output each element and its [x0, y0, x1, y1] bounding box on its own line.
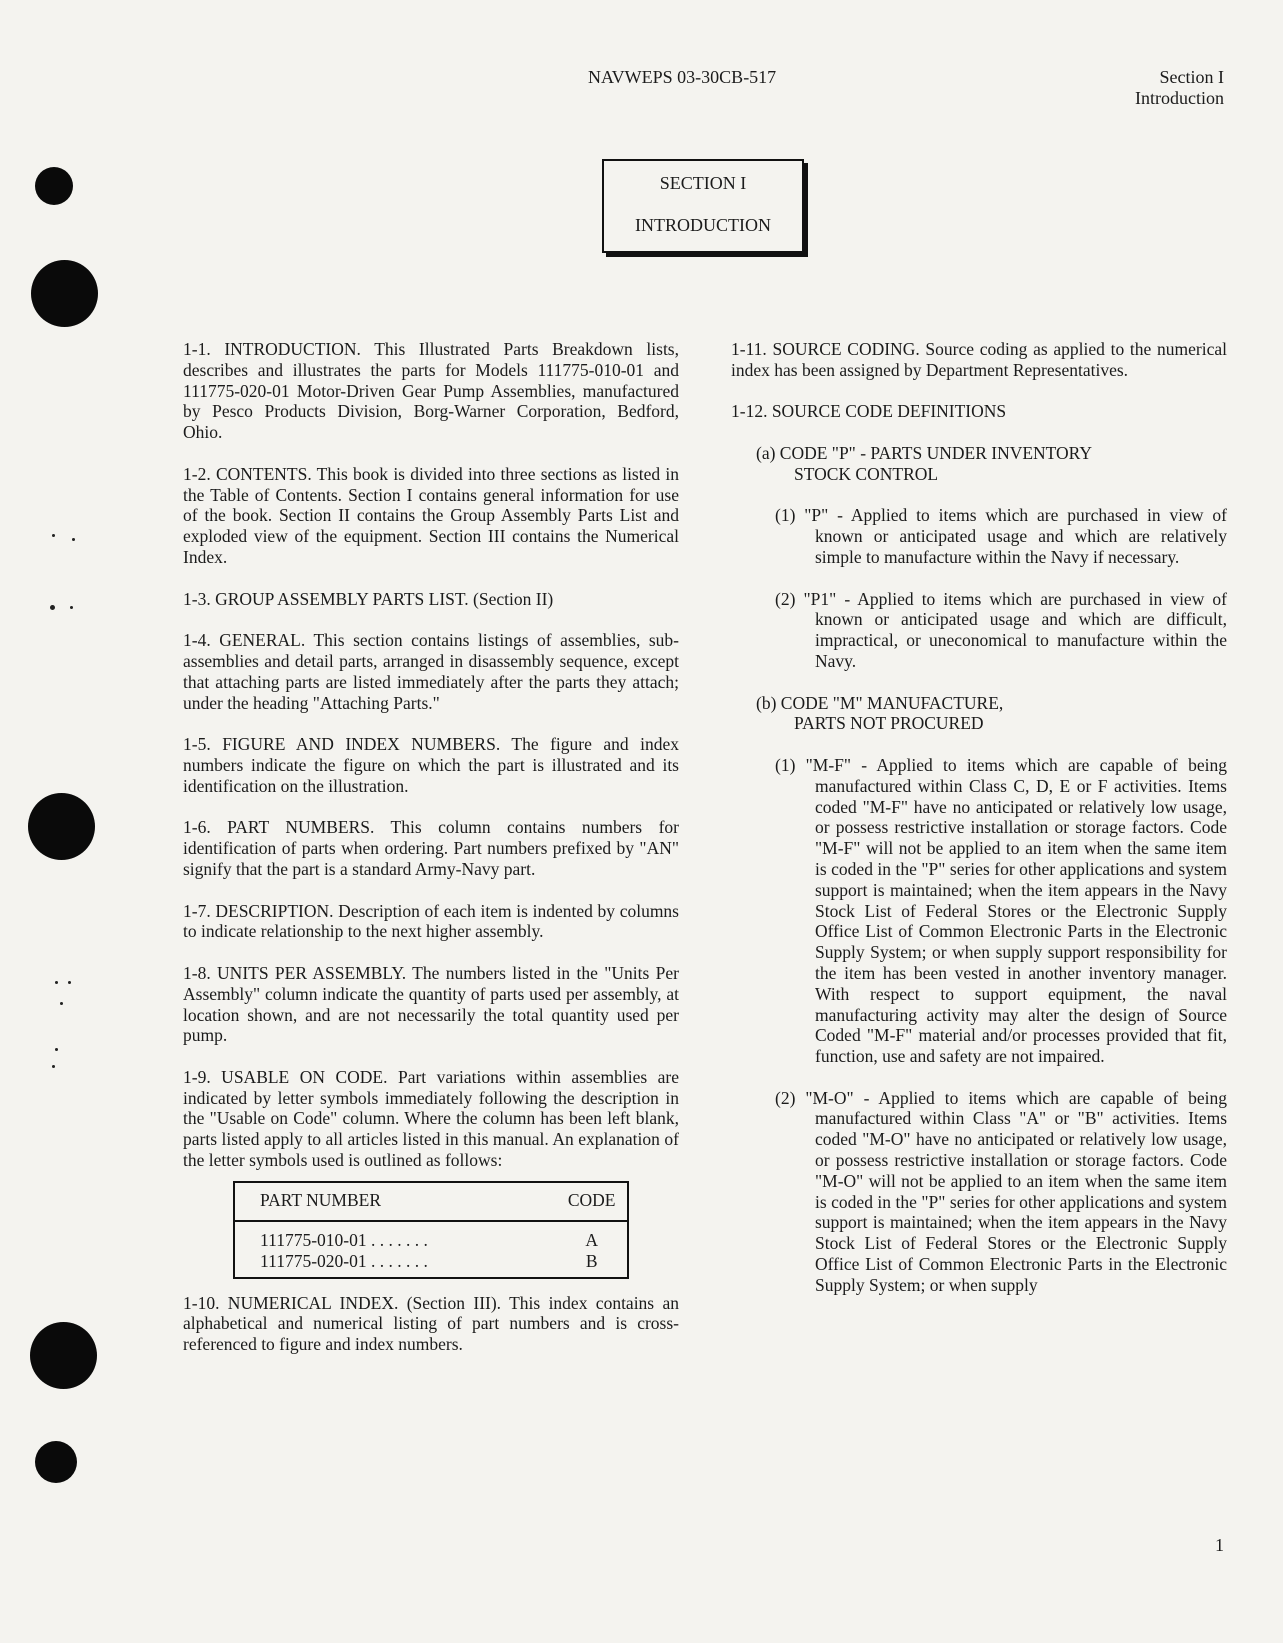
paragraph-1-11: 1-11. SOURCE CODING. Source coding as applied to the numerical index has been assigned by Department Representatives.: [731, 339, 1227, 380]
code-header: CODE: [556, 1182, 628, 1221]
binder-hole: [28, 793, 95, 860]
margin-mark: [55, 981, 58, 984]
code-m-heading-line1: (b) CODE "M" MANUFACTURE,: [756, 692, 1004, 713]
code-m-heading-line2: PARTS NOT PROCURED: [794, 713, 984, 734]
code-cell: B: [585, 1250, 598, 1271]
running-section-header: [1135, 67, 1224, 109]
paragraph-1-8: 1-8. UNITS PER ASSEMBLY. The numbers listed in the "Units Per Assembly" column indicate the quantity of parts used per assembly, at location shown, and are not necessarily the total quantity used per pump.: [183, 962, 679, 1046]
binder-hole: [35, 1441, 77, 1483]
code-p-heading-line2: STOCK CONTROL: [794, 463, 939, 484]
code-cell: A: [585, 1229, 598, 1250]
margin-mark: [68, 981, 71, 984]
table-row: [234, 1221, 628, 1251]
left-column: [183, 339, 679, 1355]
margin-mark: [52, 534, 55, 537]
paragraph-1-9: 1-9. USABLE ON CODE. Part variations within assemblies are indicated by letter symbols immediately following the description in the "Usable on Code" column. Where the column has been left blank, parts listed apply to all articles listed in this manual. An explanation of the letter symbols used is outlined as follows:: [183, 1066, 679, 1171]
paragraph-1-5: 1-5. FIGURE AND INDEX NUMBERS. The figure and index numbers indicate the figure on which the part is illustrated and its identification on the illustration.: [183, 734, 679, 796]
margin-mark: [55, 1048, 58, 1051]
margin-mark: [70, 606, 73, 609]
part-number-cell: 111775-020-01 . . . . . . .: [260, 1250, 428, 1271]
margin-mark: [72, 538, 75, 541]
code-m-item-1: (1) "M-F" - Applied to items which are capable of being manufactured within Class C, D, E or F activities. Items coded "M-F" have no anticipated or relatively low usage, or possess restrictive installation or storage factors. Code "M-F" will not be applied to an item when the same item is coded in the "P" series for other applications and system support is maintained; when the item appears in the Navy Stock List of Federal Stores or the Electronic Supply Office List of Common Electronic Parts in the Electronic Supply System; or when supply support responsibility for the item has been vested in another inventory manager. With respect to support equipment, the naval manufacturing activity may alter the design of Source Coded "M-F" material and/or processes provided that fit, function, use and safety are not impaired.: [775, 754, 1227, 1067]
right-column: [731, 339, 1227, 1296]
binder-hole: [35, 167, 73, 205]
part-number-cell: 111775-010-01 . . . . . . .: [260, 1229, 428, 1250]
section-label: Section I: [1159, 67, 1224, 87]
paragraph-1-3: 1-3. GROUP ASSEMBLY PARTS LIST. (Section II): [183, 588, 554, 609]
page-number: 1: [1215, 1535, 1224, 1555]
table-header-row: [234, 1182, 628, 1221]
usable-on-code-table: [233, 1181, 629, 1279]
margin-mark: [52, 1065, 55, 1068]
binder-hole: [30, 1322, 97, 1389]
binder-hole: [31, 260, 98, 327]
table-row: [234, 1251, 628, 1278]
paragraph-1-1: 1-1. INTRODUCTION. This Illustrated Parts Breakdown lists, describes and illustrates the parts for Models 111775-010-01 and 111775-020-01 Motor-Driven Gear Pump Assemblies, manufactured by Pesco Products Division, Borg-Warner Corporation, Bedford, Ohio.: [183, 339, 679, 443]
section-title: SECTION I: [659, 173, 747, 193]
document-number: NAVWEPS 03-30CB-517: [588, 67, 777, 87]
code-m-heading: [731, 693, 1227, 735]
margin-mark: [50, 605, 55, 610]
code-m-item-2: (2) "M-O" - Applied to items which are capable of being manufactured within Class "A" or "B" activities. Items coded "M-O" have no anticipated or relatively low usage, or possess restrictive installation or storage factors. Code "M-O" will not be applied to an item when the same item is coded in the "P" series for other applications and system support is maintained; when the item appears in the Navy Stock List of Federal Stores or the Electronic Supply Office List of Common Electronic Parts in the Electronic Supply System; or when supply: [775, 1087, 1227, 1295]
paragraph-1-7: 1-7. DESCRIPTION. Description of each item is indented by columns to indicate relationship to the next higher assembly.: [183, 900, 679, 942]
code-p-heading-line1: (a) CODE "P" - PARTS UNDER INVENTORY: [756, 442, 1093, 463]
margin-mark: [60, 1002, 63, 1005]
section-name: Introduction: [1135, 88, 1224, 108]
code-p-item-1: (1) "P" - Applied to items which are purchased in view of known or anticipated usage and which are relatively simple to manufacture within the Navy if necessary.: [775, 505, 1227, 567]
code-p-heading: [731, 443, 1227, 485]
paragraph-1-4: 1-4. GENERAL. This section contains listings of assemblies, sub-assemblies and detail parts, arranged in disassembly sequence, except that attaching parts are listed immediately after the parts they attach; under the heading "Attaching Parts.": [183, 630, 679, 713]
section-subtitle: INTRODUCTION: [635, 215, 771, 235]
section-title-box: [602, 159, 804, 253]
paragraph-1-6: 1-6. PART NUMBERS. This column contains numbers for identification of parts when ordering. Part numbers prefixed by "AN" signify that the part is a standard Army-Navy part.: [183, 817, 679, 879]
part-number-header: PART NUMBER: [234, 1182, 556, 1221]
paragraph-1-2: 1-2. CONTENTS. This book is divided into three sections as listed in the Table of Contents. Section I contains general information for use of the book. Section II contains the Group Assembly Parts List and exploded view of the equipment. Section III contains the Numerical Index.: [183, 463, 679, 567]
code-p-item-2: (2) "P1" - Applied to items which are purchased in view of known or anticipated usage and which are difficult, impractical, or uneconomical to manufacture within the Navy.: [775, 588, 1227, 671]
paragraph-1-12: 1-12. SOURCE CODE DEFINITIONS: [731, 401, 1007, 422]
paragraph-1-10: 1-10. NUMERICAL INDEX. (Section III). This index contains an alphabetical and numerical listing of part numbers and is cross-referenced to figure and index numbers.: [183, 1292, 679, 1355]
